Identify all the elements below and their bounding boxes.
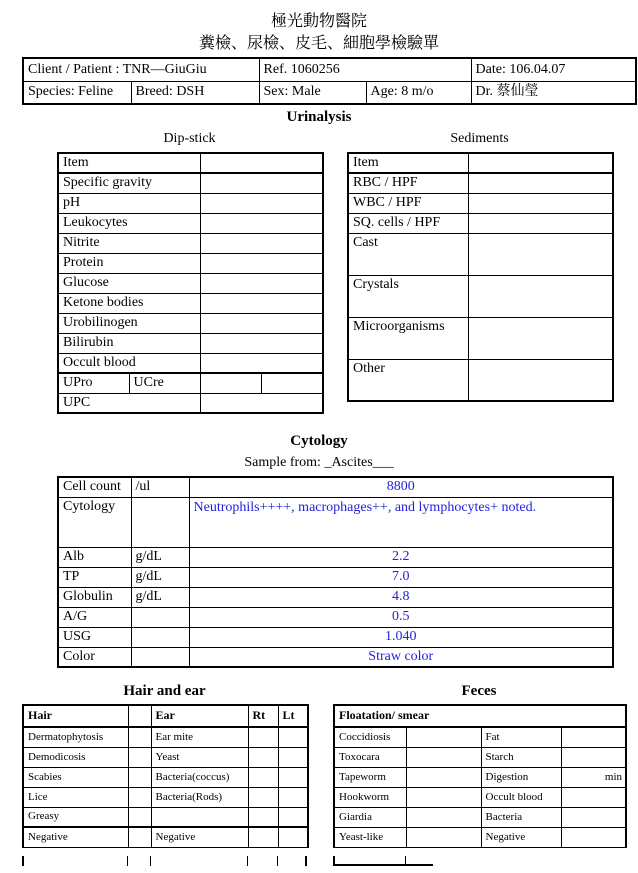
feces-negative-label: Negative xyxy=(481,827,561,847)
digestion-unit-label: min xyxy=(561,767,626,787)
cytology-unit-label xyxy=(131,607,189,627)
dipstick-item-label: Ketone bodies xyxy=(58,293,200,313)
dipstick-result-cell xyxy=(200,173,323,193)
cytology-param-label: Globulin xyxy=(58,587,131,607)
upc-result-cell xyxy=(200,393,323,413)
ucre-label: UCre xyxy=(129,373,200,393)
table-row xyxy=(58,273,323,293)
cytology-unit-label: g/dL xyxy=(131,547,189,567)
cytology-unit-label xyxy=(131,627,189,647)
table-row xyxy=(23,727,308,747)
table-row xyxy=(348,275,613,317)
feces-heading: Feces xyxy=(461,683,497,699)
dipstick-item-label: Bilirubin xyxy=(58,333,200,353)
feces-item-label: Digestion xyxy=(481,767,561,787)
ear-rt-cell xyxy=(248,727,278,747)
table-continuation-stub xyxy=(22,856,24,866)
feces-result-cell xyxy=(406,747,481,767)
age-cell: Age: 8 m/o xyxy=(366,81,471,104)
cytology-param-label: Cytology xyxy=(58,497,131,547)
feces-result-cell xyxy=(406,767,481,787)
table-row xyxy=(58,153,323,173)
cytology-unit-label: /ul xyxy=(131,477,189,497)
table-row xyxy=(348,213,613,233)
table-row xyxy=(58,647,613,667)
sediment-result-cell xyxy=(468,193,613,213)
cytology-unit-label xyxy=(131,647,189,667)
dipstick-item-label: Glucose xyxy=(58,273,200,293)
table-row xyxy=(348,173,613,193)
table-row xyxy=(58,253,323,273)
table-row xyxy=(58,587,613,607)
cytology-value: 7.0 xyxy=(189,567,613,587)
dipstick-item-label: Nitrite xyxy=(58,233,200,253)
hair-item-label: Demodicosis xyxy=(23,747,128,767)
ear-item-label: Bacteria(Rods) xyxy=(151,787,248,807)
cytology-unit-label: g/dL xyxy=(131,587,189,607)
upc-label: UPC xyxy=(58,393,200,413)
dipstick-heading: Dip-stick xyxy=(163,131,216,146)
table-row xyxy=(348,153,613,173)
table-row xyxy=(348,233,613,275)
sediment-result-cell xyxy=(468,233,613,275)
dipstick-result-cell xyxy=(200,333,323,353)
feces-result-cell xyxy=(406,787,481,807)
dipstick-result-cell xyxy=(200,233,323,253)
hair-item-label: Lice xyxy=(23,787,128,807)
table-row xyxy=(58,607,613,627)
cytology-unit-label: g/dL xyxy=(131,567,189,587)
feces-result-cell xyxy=(561,747,626,767)
hair-result-cell xyxy=(128,827,151,847)
dipstick-result-cell xyxy=(200,253,323,273)
sediment-result-cell xyxy=(468,213,613,233)
table-row xyxy=(23,787,308,807)
sediment-result-cell xyxy=(468,153,613,173)
table-row xyxy=(348,317,613,359)
ear-item-label: Ear mite xyxy=(151,727,248,747)
floatation-smear-header: Floatation/ smear xyxy=(334,705,626,727)
table-continuation-stub xyxy=(333,864,433,866)
table-row xyxy=(58,233,323,253)
table-continuation-stub xyxy=(150,856,151,866)
ear-lt-cell xyxy=(278,787,308,807)
sediment-result-cell xyxy=(468,173,613,193)
table-row xyxy=(58,627,613,647)
ear-column-header: Ear xyxy=(151,705,248,727)
table-row xyxy=(58,373,323,393)
sediments-heading: Sediments xyxy=(450,131,509,146)
feces-item-label: Starch xyxy=(481,747,561,767)
feces-item-label: Coccidiosis xyxy=(334,727,406,747)
feces-item-label: Giardia xyxy=(334,807,406,827)
table-row xyxy=(58,567,613,587)
table-row xyxy=(58,213,323,233)
hair-negative-label: Negative xyxy=(23,827,128,847)
ear-lt-cell xyxy=(278,827,308,847)
ear-rt-cell xyxy=(248,807,278,827)
cytology-value: 8800 xyxy=(189,477,613,497)
client-patient-cell: Client / Patient : TNR—GiuGiu xyxy=(23,58,259,81)
table-continuation-stub xyxy=(305,856,307,866)
feces-result-cell xyxy=(406,727,481,747)
feces-item-label: Occult blood xyxy=(481,787,561,807)
cytology-value: 4.8 xyxy=(189,587,613,607)
table-row xyxy=(23,81,636,104)
feces-table xyxy=(333,704,627,848)
sediment-result-cell xyxy=(468,275,613,317)
table-row xyxy=(58,193,323,213)
ear-negative-label: Negative xyxy=(151,827,248,847)
dipstick-item-label: Item xyxy=(58,153,200,173)
dipstick-result-cell xyxy=(200,293,323,313)
feces-item-label: Bacteria xyxy=(481,807,561,827)
hair-item-label: Dermatophytosis xyxy=(23,727,128,747)
table-row xyxy=(334,787,626,807)
sediment-item-label: Cast xyxy=(348,233,468,275)
table-row xyxy=(334,727,626,747)
right-ear-column-header: Rt xyxy=(248,705,278,727)
ucre-result-cell xyxy=(261,373,323,393)
sediment-item-label: WBC / HPF xyxy=(348,193,468,213)
ear-item-label: Bacteria(coccus) xyxy=(151,767,248,787)
dipstick-item-label: Specific gravity xyxy=(58,173,200,193)
sediment-item-label: RBC / HPF xyxy=(348,173,468,193)
form-title: 糞檢、尿檢、皮毛、細胞學檢驗單 xyxy=(198,35,439,52)
hair-ear-table xyxy=(22,704,309,848)
table-row xyxy=(58,547,613,567)
cytology-param-label: Color xyxy=(58,647,131,667)
table-row xyxy=(58,313,323,333)
left-ear-column-header: Lt xyxy=(278,705,308,727)
feces-item-label: Hookworm xyxy=(334,787,406,807)
sediment-item-label: Item xyxy=(348,153,468,173)
cytology-param-label: TP xyxy=(58,567,131,587)
cytology-param-label: A/G xyxy=(58,607,131,627)
table-row xyxy=(58,333,323,353)
table-row xyxy=(58,293,323,313)
cytology-value: Neutrophils++++, macrophages++, and lymphocytes+ noted. xyxy=(189,497,613,547)
cytology-unit-label xyxy=(131,497,189,547)
hospital-title: 極光動物醫院 xyxy=(270,13,367,30)
ear-lt-cell xyxy=(278,807,308,827)
ear-lt-cell xyxy=(278,767,308,787)
urinalysis-heading: Urinalysis xyxy=(286,109,352,125)
table-row xyxy=(58,173,323,193)
ref-cell: Ref. 1060256 xyxy=(259,58,471,81)
table-row xyxy=(23,747,308,767)
table-row xyxy=(334,747,626,767)
ear-item-label: Yeast xyxy=(151,747,248,767)
table-row xyxy=(58,477,613,497)
hair-item-label: Greasy xyxy=(23,807,128,827)
hair-ear-heading: Hair and ear xyxy=(123,683,206,699)
dipstick-result-cell xyxy=(200,193,323,213)
cytology-table xyxy=(57,476,614,668)
hair-result-cell xyxy=(128,807,151,827)
table-row xyxy=(58,393,323,413)
table-row xyxy=(58,353,323,373)
sediment-item-label: Other xyxy=(348,359,468,401)
dipstick-item-label: Urobilinogen xyxy=(58,313,200,333)
upro-label: UPro xyxy=(58,373,129,393)
cytology-param-label: USG xyxy=(58,627,131,647)
feces-item-label: Fat xyxy=(481,727,561,747)
table-continuation-stub xyxy=(127,856,128,866)
sediment-result-cell xyxy=(468,317,613,359)
table-row xyxy=(334,767,626,787)
table-row xyxy=(334,705,626,727)
hair-column-header: Hair xyxy=(23,705,128,727)
table-row xyxy=(58,497,613,547)
sample-from-line: Sample from: _Ascites___ xyxy=(244,455,394,470)
cytology-value: 2.2 xyxy=(189,547,613,567)
feces-result-cell xyxy=(561,787,626,807)
feces-result-cell xyxy=(561,727,626,747)
hair-result-cell xyxy=(128,767,151,787)
table-continuation-stub xyxy=(247,856,248,866)
ear-rt-cell xyxy=(248,827,278,847)
table-row xyxy=(334,807,626,827)
ear-rt-cell xyxy=(248,787,278,807)
sediment-item-label: Crystals xyxy=(348,275,468,317)
cytology-value: Straw color xyxy=(189,647,613,667)
feces-item-label: Tapeworm xyxy=(334,767,406,787)
dipstick-item-label: Leukocytes xyxy=(58,213,200,233)
cytology-heading: Cytology xyxy=(290,433,348,449)
ear-lt-cell xyxy=(278,727,308,747)
dipstick-item-label: Occult blood xyxy=(58,353,200,373)
table-row xyxy=(23,827,308,847)
table-continuation-stub xyxy=(277,856,278,866)
dipstick-result-cell xyxy=(200,153,323,173)
table-row xyxy=(348,193,613,213)
cytology-value: 0.5 xyxy=(189,607,613,627)
feces-result-cell xyxy=(561,827,626,847)
hair-result-cell xyxy=(128,747,151,767)
breed-cell: Breed: DSH xyxy=(131,81,259,104)
hair-item-label: Scabies xyxy=(23,767,128,787)
table-row xyxy=(23,807,308,827)
sediment-result-cell xyxy=(468,359,613,401)
ear-rt-cell xyxy=(248,747,278,767)
date-cell: Date: 106.04.07 xyxy=(471,58,636,81)
ear-item-label xyxy=(151,807,248,827)
hair-result-header-cell xyxy=(128,705,151,727)
dipstick-item-label: Protein xyxy=(58,253,200,273)
sediment-item-label: SQ. cells / HPF xyxy=(348,213,468,233)
species-cell: Species: Feline xyxy=(23,81,131,104)
feces-result-cell xyxy=(406,807,481,827)
feces-result-cell xyxy=(561,807,626,827)
sex-cell: Sex: Male xyxy=(259,81,366,104)
sediments-table xyxy=(347,152,614,402)
dipstick-result-cell xyxy=(200,273,323,293)
dipstick-item-label: pH xyxy=(58,193,200,213)
sediment-item-label: Microorganisms xyxy=(348,317,468,359)
feces-item-label: Toxocara xyxy=(334,747,406,767)
dipstick-result-cell xyxy=(200,313,323,333)
table-row xyxy=(334,827,626,847)
dipstick-table xyxy=(57,152,324,414)
table-row xyxy=(23,58,636,81)
hair-result-cell xyxy=(128,787,151,807)
ear-rt-cell xyxy=(248,767,278,787)
cytology-value: 1.040 xyxy=(189,627,613,647)
doctor-cell: Dr. 蔡仙瑩 xyxy=(471,81,636,104)
dipstick-result-cell xyxy=(200,213,323,233)
hair-result-cell xyxy=(128,727,151,747)
upro-result-cell xyxy=(200,373,261,393)
table-row xyxy=(23,767,308,787)
feces-item-label: Yeast-like xyxy=(334,827,406,847)
cytology-param-label: Alb xyxy=(58,547,131,567)
patient-info-table xyxy=(22,57,637,105)
dipstick-result-cell xyxy=(200,353,323,373)
table-row xyxy=(23,705,308,727)
cytology-param-label: Cell count xyxy=(58,477,131,497)
ear-lt-cell xyxy=(278,747,308,767)
feces-result-cell xyxy=(406,827,481,847)
table-row xyxy=(348,359,613,401)
